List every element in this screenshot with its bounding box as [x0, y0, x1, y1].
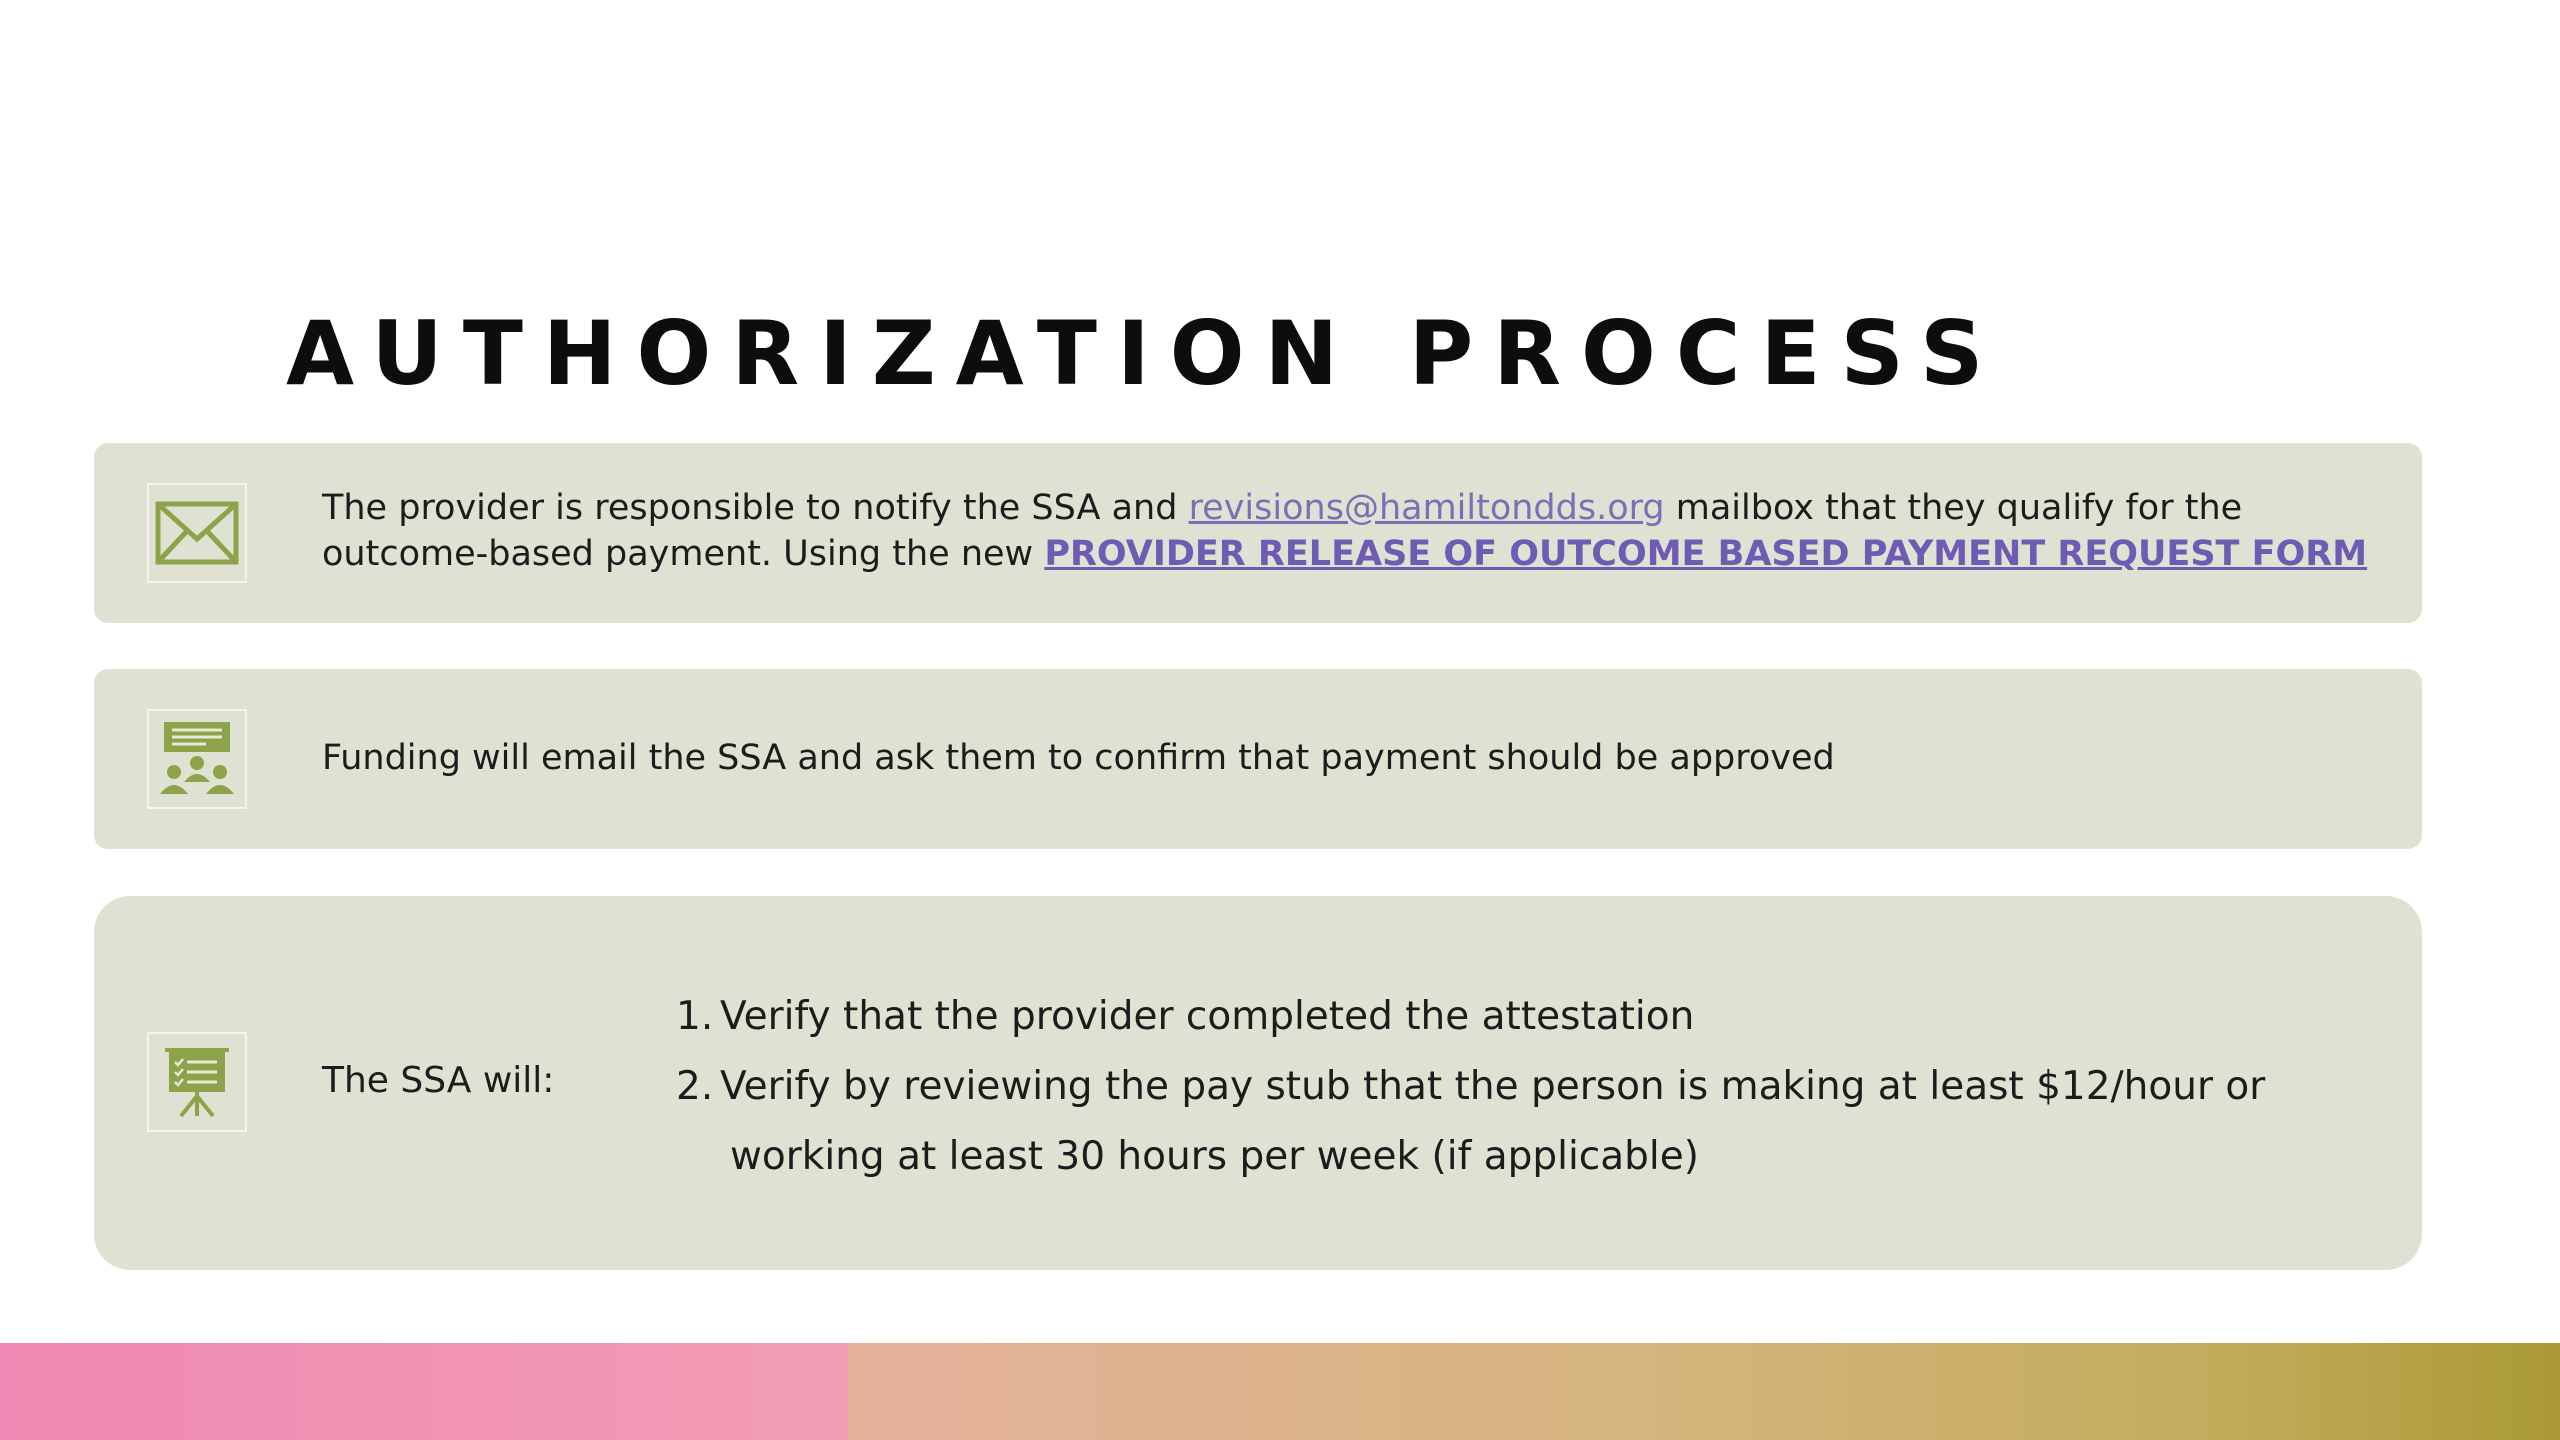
step-card-notify	[94, 443, 2422, 623]
step-text: Verify by reviewing the pay stub that the person is making at least $12/hour or	[720, 1064, 2266, 1109]
step-card-ssa	[94, 896, 2422, 1270]
footer-band-gradient	[848, 1343, 2560, 1440]
email-link[interactable]: revisions@hamiltondds.org	[1188, 488, 1665, 528]
funding-text: Funding will email the SSA and ask them to confirm that payment should be approved	[322, 738, 1835, 778]
list-item	[676, 1052, 2356, 1192]
ssa-steps-list	[676, 982, 2356, 1192]
step-number: 1.	[676, 994, 714, 1039]
slide-title: AUTHORIZATION PROCESS	[286, 302, 2004, 405]
footer-band-pink	[0, 1343, 848, 1440]
step-text-continuation: working at least 30 hours per week (if applicable)	[730, 1134, 1699, 1179]
request-form-link[interactable]: PROVIDER RELEASE OF OUTCOME BASED PAYMENT REQUEST FORM	[1044, 534, 2368, 574]
presentation-checklist-icon	[147, 1032, 247, 1132]
step-card-funding	[94, 669, 2422, 849]
group-meeting-icon	[147, 709, 247, 809]
notify-text-before: The provider is responsible to notify the SSA and	[322, 488, 1189, 528]
list-item	[676, 982, 2356, 1052]
notify-text-middle: mailbox that they qualify for the outcome-based payment. Using the new	[322, 488, 2243, 574]
ssa-lead-text: The SSA will:	[322, 1060, 555, 1101]
step-number: 2.	[676, 1064, 714, 1109]
envelope-icon	[147, 483, 247, 583]
notify-text	[322, 485, 2372, 577]
step-text: Verify that the provider completed the attestation	[720, 994, 1695, 1039]
